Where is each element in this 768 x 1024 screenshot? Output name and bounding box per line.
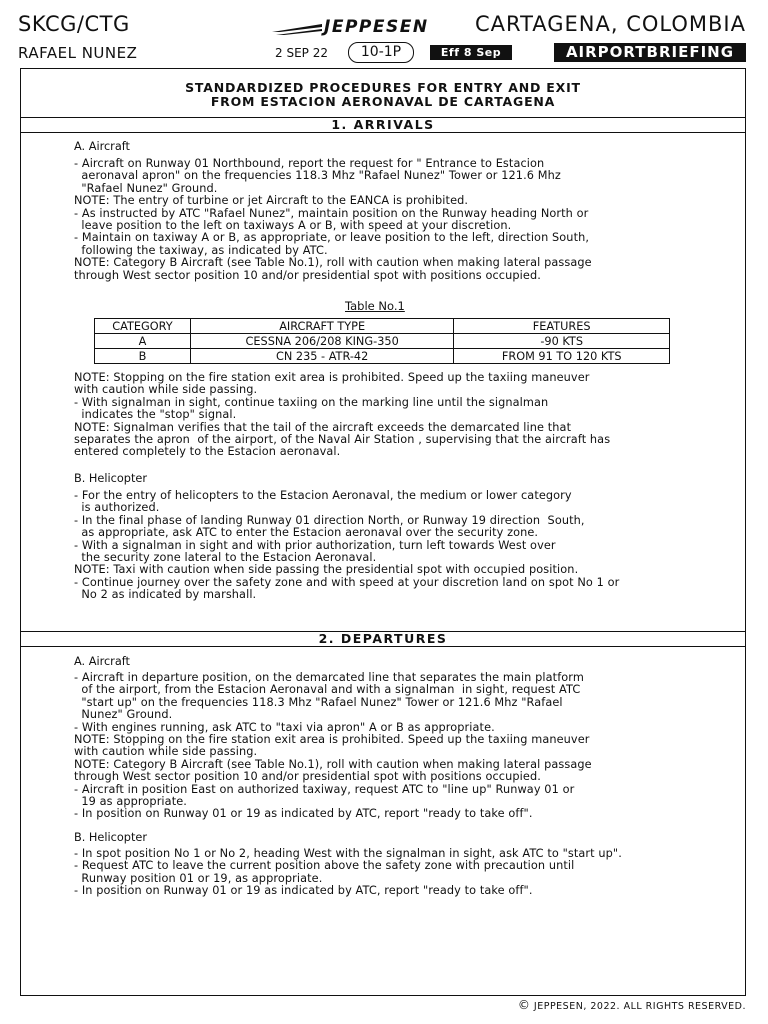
arrivals-aircraft-text: - Aircraft on Runway 01 Northbound, report the request for " Entrance to Estacion aeronaval apron" on the frequencies 118.3 Mhz "Rafael Nunez" Tower or 121.6 Mhz "Rafael Nunez" Ground. NOTE: The entry of turbine or jet Aircraft to the EANCA is prohibited. - As instructed by ATC "Rafael Nunez", maintain position on the Runway heading North or leave position to the left on taxiways A or B, with speed at your discretion. - Maintain on taxiway A or B, as appropriate, or leave position to the left, direction South, following the taxiway, as indicated by ATC. NOTE: Category B Aircraft (see Table No.1), roll with caution when making lateral passage through West sector position 10 and/or presidential spot with positions occupied.	[74, 157, 592, 282]
table-row	[95, 334, 670, 349]
arrivals-helicopter-text: - For the entry of helicopters to the Estacion Aeronaval, the medium or lower category is authorized. - In the final phase of landing Runway 01 direction North, or Runway 19 direction South, as appropriate, ask ATC to enter the Estacion aeronaval over the security zone. - With a signalman in sight and with prior authorization, turn left towards West over the security zone lateral to the Estacion Aeronaval. NOTE: Taxi with caution when side passing the presidential spot with occupied position. - Continue journey over the safety zone and with speed at your discretion land on spot No 1 or No 2 as indicated by marshall.	[74, 489, 620, 602]
table-caption: Table No.1	[345, 299, 405, 313]
brand-name: JEPPESEN	[324, 17, 429, 37]
table-cell: A	[95, 334, 191, 349]
jeppesen-logo	[270, 18, 440, 40]
table-cell: CN 235 - ATR-42	[190, 349, 453, 364]
departures-aircraft-heading: A. Aircraft	[74, 655, 130, 668]
table-header: FEATURES	[454, 319, 670, 334]
arrivals-helicopter-heading: B. Helicopter	[74, 472, 147, 485]
table-row	[95, 349, 670, 364]
table-cell: FROM 91 TO 120 KTS	[454, 349, 670, 364]
departures-helicopter-heading: B. Helicopter	[74, 831, 147, 844]
document-title-line1: STANDARDIZED PROCEDURES FOR ENTRY AND EXIT	[185, 80, 581, 95]
table-header: AIRCRAFT TYPE	[190, 319, 453, 334]
departures-helicopter-text: - In spot position No 1 or No 2, heading West with the signalman in sight, ask ATC to "start up". - Request ATC to leave the current position above the safety zone with precaution until Runway position 01 or 19, as appropriate. - In position on Runway 01 or 19 as indicated by ATC, report "ready to take off".	[74, 847, 622, 898]
table-cell: CESSNA 206/208 KING-350	[190, 334, 453, 349]
chart-date: 2 SEP 22	[275, 46, 328, 60]
table-cell: -90 KTS	[454, 334, 670, 349]
page-number: 10-1P	[348, 42, 414, 63]
departures-aircraft-text: - Aircraft in departure position, on the demarcated line that separates the main platform of the airport, from the Estacion Aeronaval and with a signalman in sight, request ATC "start up" on the frequencies 118.3 Mhz "Rafael Nunez" Tower or 121.6 Mhz "Rafael Nunez" Ground. - With engines running, ask ATC to "taxi via apron" A or B as appropriate. NOTE: Stopping on the fire station exit area is prohibited. Speed up the taxiing maneuver with caution while side passing. NOTE: Category B Aircraft (see Table No.1), roll with caution when making lateral passage through West sector position 10 and/or presidential spot with positions occupied. - Aircraft in position East on authorized taxiway, request ATC to "line up" Runway 01 or 19 as appropriate. - In position on Runway 01 or 19 as indicated by ATC, report "ready to take off".	[74, 671, 592, 821]
arrivals-aircraft-heading: A. Aircraft	[74, 140, 130, 153]
arrivals-notes-text: NOTE: Stopping on the fire station exit area is prohibited. Speed up the taxiing maneuver with caution while side passing. - With signalman in sight, continue taxiing on the marking line until the signalman indicates the "stop" signal. NOTE: Signalman verifies that the tail of the aircraft exceeds the demarcated line that separates the apron of the airport, of the Naval Air Station , supervising that the aircraft has entered completely to the Estacion aeronaval.	[74, 371, 611, 459]
table-cell: B	[95, 349, 191, 364]
document-title-line2: FROM ESTACION AERONAVAL DE CARTAGENA	[210, 94, 556, 109]
copyright-notice	[518, 998, 746, 1012]
airport-code: SKCG/CTG	[18, 12, 130, 36]
jeppesen-wing-icon	[270, 18, 326, 40]
table-header: CATEGORY	[95, 319, 191, 334]
copyright-icon: ©	[517, 998, 531, 1012]
chart-type-badge: AIRPORTBRIEFING	[554, 43, 746, 62]
effective-date-badge: Eff 8 Sep	[430, 45, 512, 60]
copyright-text: JEPPESEN, 2022. ALL RIGHTS RESERVED.	[533, 1001, 746, 1012]
arrivals-heading: 1. ARRIVALS	[20, 117, 746, 133]
airport-name: RAFAEL NUNEZ	[18, 44, 138, 62]
departures-heading: 2. DEPARTURES	[20, 631, 746, 647]
city-country: CARTAGENA, COLOMBIA	[474, 12, 746, 36]
aircraft-category-table	[94, 318, 670, 364]
